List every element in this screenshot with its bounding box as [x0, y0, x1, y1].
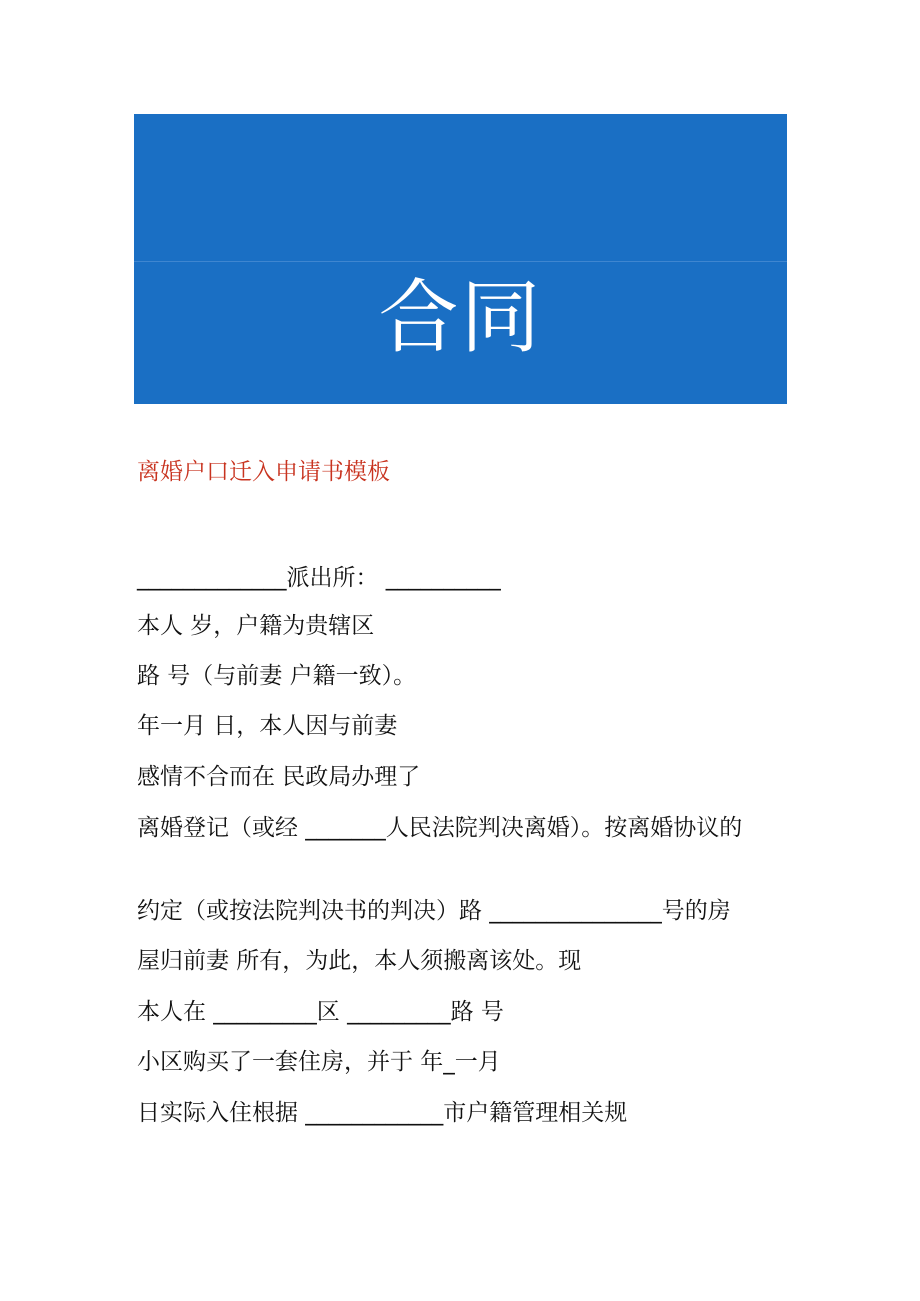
body-line-9: 本人在 _________区 _________路 号	[137, 999, 504, 1025]
body-line-5: 感情不合而在 民政局办理了	[137, 764, 421, 790]
body-line-2: 本人 岁，户籍为贵辖区	[137, 613, 375, 639]
body-line-4: 年一月 日，本人因与前妻	[137, 713, 398, 739]
banner-title-line2: 模板	[378, 398, 543, 491]
document-title: 离婚户口迁入申请书模板	[137, 459, 390, 485]
body-line-6: 离婚登记（或经 _______人民法院判决离婚）。按离婚协议的	[137, 815, 743, 841]
body-line-7: 约定（或按法院判决书的判决）路 _______________号的房	[137, 898, 731, 924]
body-line-1: _____________派出所： __________	[137, 565, 501, 591]
body-line-3: 路 号（与前妻 户籍一致）。	[137, 663, 417, 689]
banner-divider	[134, 261, 787, 262]
body-line-11: 日实际入住根据 ____________市户籍管理相关规	[137, 1100, 628, 1126]
body-line-10: 小区购买了一套住房，并于 年_一月	[137, 1049, 501, 1075]
banner-title-line1: 合同	[378, 271, 543, 364]
body-line-8: 屋归前妻 所有，为此，本人须搬离该处。现	[137, 948, 582, 974]
